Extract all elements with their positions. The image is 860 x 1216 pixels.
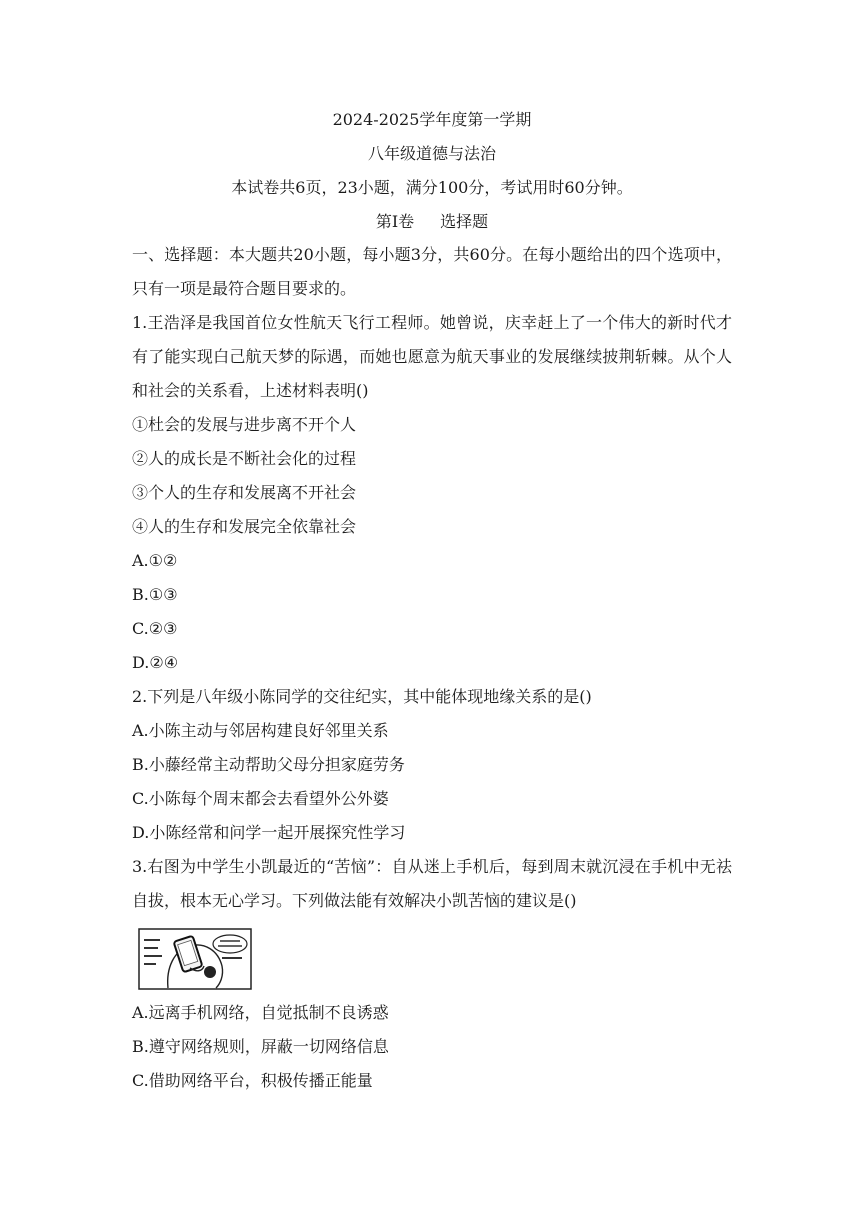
question-2-option-b: B.小藤经常主动帮助父母分担家庭劳务 bbox=[132, 755, 405, 774]
question-1-option-b: B.①③ bbox=[132, 585, 178, 604]
question-1-statement: ②人的成长是不断社会化的过程 bbox=[132, 449, 357, 468]
question-3-option-c: C.借助网络平台，积极传播正能量 bbox=[132, 1071, 373, 1090]
question-1-option-c: C.②③ bbox=[132, 619, 178, 638]
section-name: 选择题 bbox=[440, 212, 489, 231]
question-1-stem: 1.王浩泽是我国首位女性航天飞行工程师。她曾说，庆幸赶上了一个伟大的新时代才有了能实现白己航天梦的际遇，而她也愿意为航天事业的发展继续披荆斩棘。从个人和社会的关系看，上述材料表明() bbox=[132, 313, 732, 400]
section-part: 第I卷 bbox=[375, 212, 415, 231]
question-3-option-b: B.遵守网络规则，屏蔽一切网络信息 bbox=[132, 1037, 389, 1056]
question-1-option-d: D.②④ bbox=[132, 653, 179, 672]
question-1-statement: ①杜会的发展与进步离不开个人 bbox=[132, 415, 357, 434]
question-3-stem: 3.右图为中学生小凯最近的“苦恼”：自从迷上手机后，每到周末就沉浸在手机中无祛自拔，根本无心学习。下列做法能有效解决小凯苦恼的建议是() bbox=[132, 857, 732, 910]
question-1-statement: ③个人的生存和发展离不开社会 bbox=[132, 483, 357, 502]
question-1-option-a: A.①② bbox=[132, 551, 178, 570]
question-1-statement: ④人的生存和发展完全依靠社会 bbox=[132, 517, 357, 536]
exam-page bbox=[132, 108, 732, 1098]
term-title: 2024-2025学年度第一学期 bbox=[332, 110, 532, 129]
question-2-option-c: C.小陈每个周末都会去看望外公外婆 bbox=[132, 789, 389, 808]
exam-info: 本试卷共6页，23小题，满分100分，考试用时60分钟。 bbox=[231, 178, 633, 197]
question-2-stem: 2.下列是八年级小陈同学的交往纪实，其中能体现地缘关系的是() bbox=[132, 687, 592, 706]
section-header bbox=[132, 210, 732, 234]
question-3-option-a: A.远离手机网络，自觉抵制不良诱惑 bbox=[132, 1003, 389, 1022]
subject-title: 八年级道德与法治 bbox=[367, 144, 496, 163]
instructions: 一、选择题：本大题共20小题，每小题3分，共60分。在每小题给出的四个选项中，只有一项是最符合题目要求的。 bbox=[132, 245, 732, 298]
question-2-option-d: D.小陈经常和问学一起开展探究性学习 bbox=[132, 823, 406, 842]
question-2-option-a: A.小陈主动与邻居构建良好邻里关系 bbox=[132, 721, 389, 740]
phone-addiction-cartoon bbox=[138, 928, 252, 990]
